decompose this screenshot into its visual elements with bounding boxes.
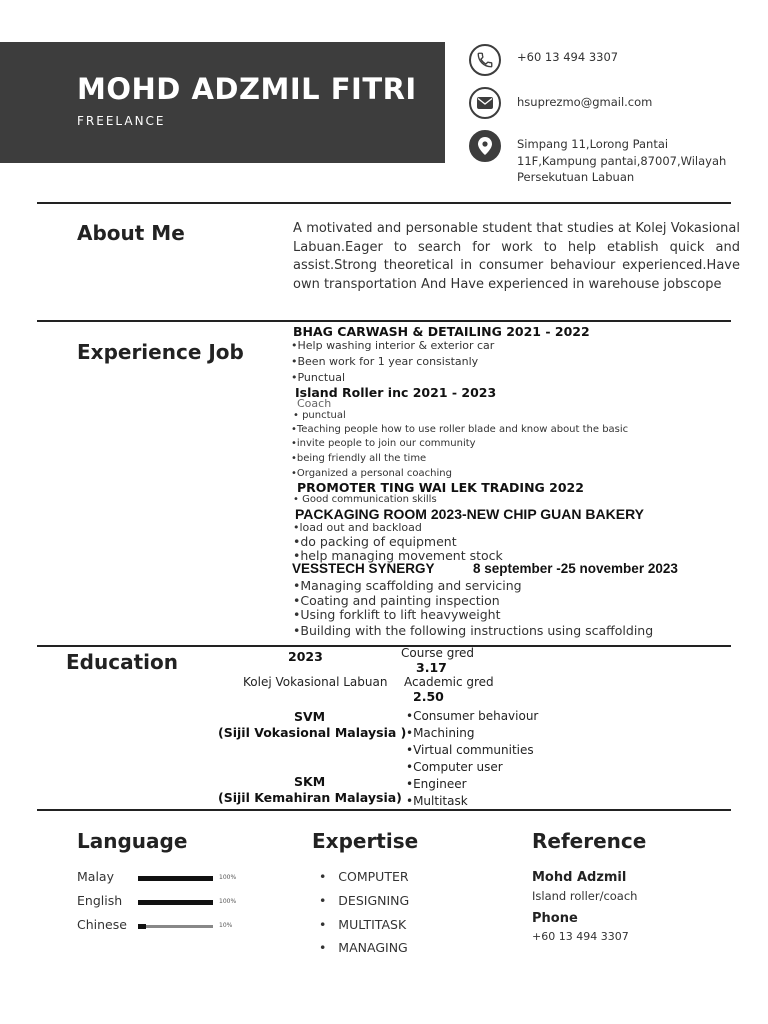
job-item: •Coating and painting inspection bbox=[293, 593, 500, 608]
candidate-role: FREELANCE bbox=[77, 114, 166, 128]
job-item: •Managing scaffolding and servicing bbox=[293, 578, 522, 593]
job-item: •Been work for 1 year consistanly bbox=[291, 355, 479, 368]
address-line: Persekutuan Labuan bbox=[517, 170, 635, 184]
language-name: English bbox=[77, 893, 123, 908]
language-level-bar bbox=[138, 901, 213, 904]
job-item: •Teaching people how to use roller blade and know about the basic bbox=[291, 424, 629, 435]
candidate-name: MOHD ADZMIL FITRI bbox=[77, 72, 417, 106]
job-item: •Punctual bbox=[291, 371, 346, 384]
reference-name: Mohd Adzmil bbox=[532, 870, 627, 885]
language-level-fill bbox=[138, 900, 213, 905]
about-text: A motivated and personable student that studies at Kolej Vokasional Labuan.Eager to search for work to help etablish quick and assist.Strong theoretical in consumer behaviour experienced.Have own transportation And Have experienced in warehouse jobscope bbox=[293, 221, 740, 292]
section-title-education: Education bbox=[66, 650, 178, 674]
expertise-label: MANAGING bbox=[338, 940, 408, 955]
language-level-fill bbox=[138, 876, 213, 881]
contact-email: hsuprezmo@gmail.com bbox=[517, 95, 653, 109]
job-item: •do packing of equipment bbox=[293, 534, 457, 549]
divider bbox=[37, 645, 731, 647]
language-percent: 10% bbox=[219, 922, 233, 929]
job-item: •load out and backload bbox=[293, 521, 422, 534]
section-title-expertise: Expertise bbox=[312, 829, 419, 853]
address-line: Simpang 11,Lorong Pantai bbox=[517, 137, 669, 151]
job-item: •Help washing interior & exterior car bbox=[291, 339, 495, 352]
job-item: •Using forklift to lift heavyweight bbox=[293, 607, 501, 622]
course-grade-label: Course gred bbox=[401, 646, 474, 660]
job-item: • punctual bbox=[293, 410, 346, 421]
language-percent: 100% bbox=[219, 874, 237, 881]
language-level-bar bbox=[138, 925, 213, 928]
job-heading: Island Roller inc 2021 - 2023 bbox=[295, 385, 497, 400]
phone-icon bbox=[469, 44, 501, 76]
job-item: •being friendly all the time bbox=[291, 453, 427, 464]
expertise-label: COMPUTER bbox=[338, 869, 409, 884]
expertise-label: MULTITASK bbox=[338, 917, 407, 932]
divider bbox=[37, 809, 731, 811]
education-skill: •Engineer bbox=[406, 777, 467, 791]
education-skill: •Machining bbox=[406, 726, 475, 740]
expertise-item: • MANAGING bbox=[319, 940, 408, 955]
job-item: • Good communication skills bbox=[293, 494, 437, 505]
email-icon bbox=[469, 87, 501, 119]
job-item: •Organized a personal coaching bbox=[291, 468, 452, 479]
language-name: Chinese bbox=[77, 917, 127, 932]
language-name: Malay bbox=[77, 869, 114, 884]
course-grade-value: 3.17 bbox=[416, 660, 447, 675]
education-school: Kolej Vokasional Labuan bbox=[243, 675, 388, 689]
reference-position: Island roller/coach bbox=[532, 889, 638, 903]
job-subtitle: Coach bbox=[297, 397, 332, 410]
job-heading: PROMOTER TING WAI LEK TRADING 2022 bbox=[297, 480, 584, 495]
job-heading: BHAG CARWASH & DETAILING 2021 - 2022 bbox=[293, 324, 590, 339]
academic-grade-label: Academic gred bbox=[404, 675, 494, 689]
section-title-reference: Reference bbox=[532, 829, 647, 853]
job-dates: 8 september -25 november 2023 bbox=[473, 561, 678, 576]
education-skill: •Virtual communities bbox=[406, 743, 534, 757]
address-line: 11F,Kampung pantai,87007,Wilayah bbox=[517, 153, 727, 168]
expertise-item: • MULTITASK bbox=[319, 917, 407, 932]
skm-full: (Sijil Kemahiran Malaysia) bbox=[218, 790, 402, 805]
education-skill: •Multitask bbox=[406, 794, 468, 808]
contact-address bbox=[517, 136, 726, 186]
job-item: •invite people to join our community bbox=[291, 438, 476, 449]
section-title-experience: Experience Job bbox=[77, 340, 244, 364]
reference-phone: +60 13 494 3307 bbox=[532, 930, 629, 943]
divider bbox=[37, 202, 731, 204]
language-percent: 100% bbox=[219, 898, 237, 905]
section-title-about: About Me bbox=[77, 221, 185, 245]
expertise-item: • DESIGNING bbox=[319, 893, 410, 908]
education-skill: •Computer user bbox=[406, 760, 503, 774]
divider bbox=[37, 320, 731, 322]
language-level-fill bbox=[138, 924, 146, 929]
academic-grade-value: 2.50 bbox=[413, 689, 444, 704]
expertise-label: DESIGNING bbox=[338, 893, 410, 908]
education-skill: •Consumer behaviour bbox=[406, 709, 539, 723]
location-pin-icon bbox=[469, 130, 501, 162]
svm-full: (Sijil Vokasional Malaysia ) bbox=[218, 725, 407, 740]
education-year: 2023 bbox=[288, 649, 323, 664]
expertise-item: • COMPUTER bbox=[319, 869, 409, 884]
skm-title: SKM bbox=[294, 774, 326, 789]
svm-title: SVM bbox=[294, 709, 326, 724]
language-level-bar bbox=[138, 877, 213, 880]
job-item: •Building with the following instructions using scaffolding bbox=[293, 623, 654, 638]
job-heading: VESSTECH SYNERGY bbox=[292, 561, 435, 576]
contact-phone: +60 13 494 3307 bbox=[517, 50, 619, 64]
job-heading: PACKAGING ROOM 2023-NEW CHIP GUAN BAKERY bbox=[295, 506, 645, 522]
reference-phone-label: Phone bbox=[532, 911, 578, 926]
job-item: •help managing movement stock bbox=[293, 548, 503, 563]
section-title-language: Language bbox=[77, 829, 188, 853]
